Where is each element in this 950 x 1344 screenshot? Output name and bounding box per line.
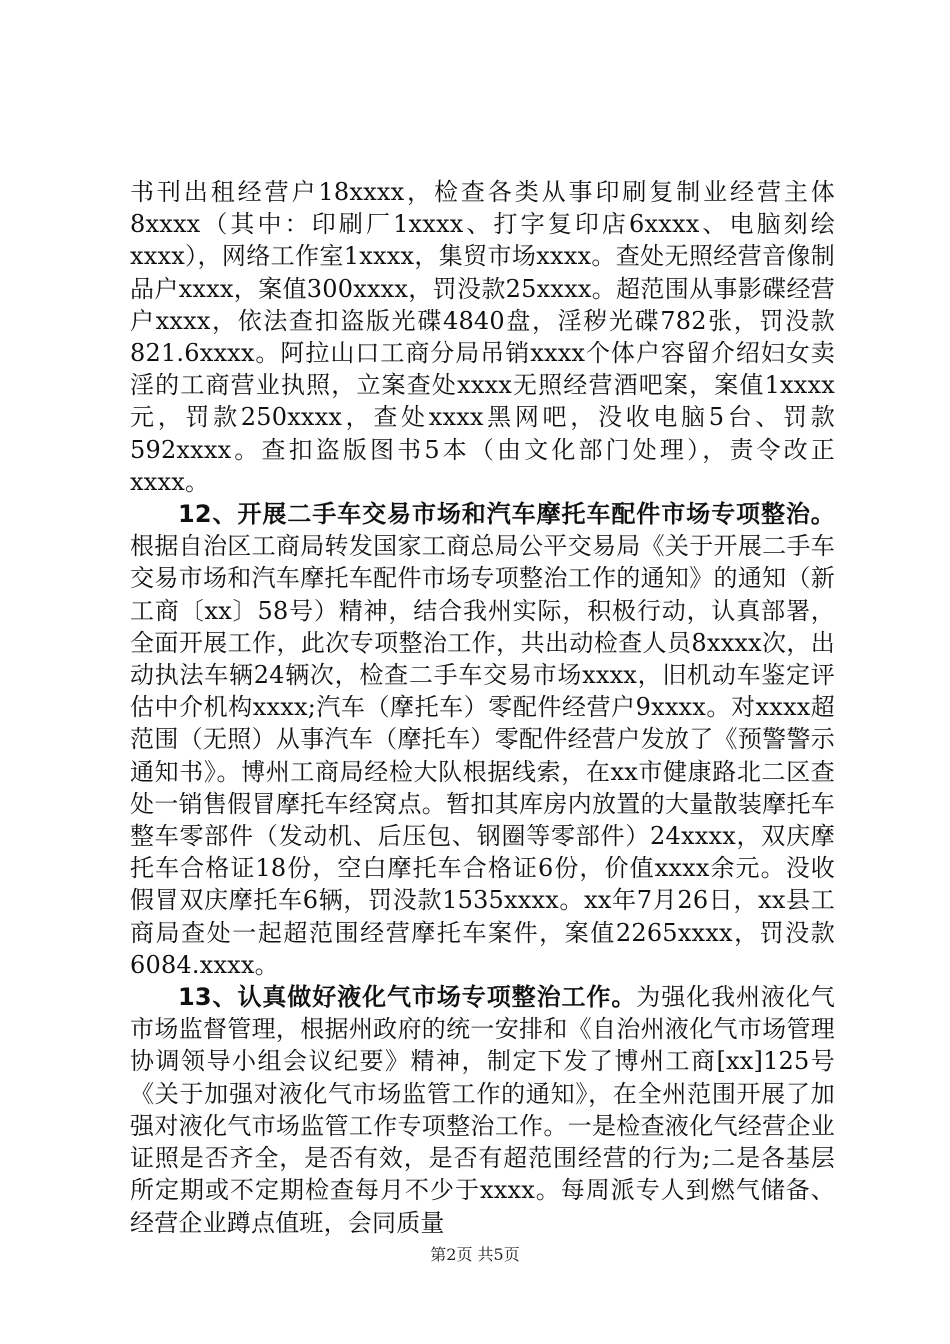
document-body (130, 176, 835, 1239)
paragraph-continued: 书刊出租经营户18xxxx，检查各类从事印刷复制业经营主体8xxxx（其中：印刷厂1xxxx、打字复印店6xxxx、电脑刻绘xxxx），网络工作室1xxxx，集贸市场xxxx。查处无照经营音像制品户xxxx，案值300xxxx，罚没款25xxxx。超范围从事影碟经营户xxxx，依法查扣盗版光碟4840盘，淫秽光碟782张，罚没款821.6xxxx。阿拉山口工商分局吊销xxxx个体户容留介绍妇女卖淫的工商营业执照，立案查处xxxx无照经营酒吧案，案值1xxxx元，罚款250xxxx，查处xxxx黑网吧，没收电脑5台、罚款592xxxx。查扣盗版图书5本（由文化部门处理），责令改正xxxx。 (130, 178, 835, 496)
section-12-body: 根据自治区工商局转发国家工商总局公平交易局《关于开展二手车交易市场和汽车摩托车配件市场专项整治工作的通知》的通知（新工商〔xx〕58号）精神，结合我州实际，积极行动，认真部署，全面开展工作，此次专项整治工作，共出动检查人员8xxxx次，出动执法车辆24辆次，检查二手车交易市场xxxx，旧机动车鉴定评估中介机构xxxx;汽车（摩托车）零配件经营户9xxxx。对xxxx超范围（无照）从事汽车（摩托车）零配件经营户发放了《预警警示通知书》。博州工商局经检大队根据线索，在xx市健康路北二区查处一销售假冒摩托车经窝点。暂扣其库房内放置的大量散装摩托车整车零部件（发动机、后压包、钢圈等零部件）24xxxx，双庆摩托车合格证18份，空白摩托车合格证6份，价值xxxx余元。没收假冒双庆摩托车6辆，罚没款1535xxxx。xx年7月26日，xx县工商局查处一起超范围经营摩托车案件，案值2265xxxx，罚没款6084.xxxx。 (130, 532, 835, 979)
page-footer: 第2页 共5页 (430, 1245, 520, 1264)
section-12 (130, 498, 835, 981)
section-13 (130, 981, 835, 1239)
section-13-heading: 13、认真做好液化气市场专项整治工作。 (178, 983, 637, 1012)
section-12-heading: 12、开展二手车交易市场和汽车摩托车配件市场专项整治。 (178, 500, 835, 529)
section-13-body: 为强化我州液化气市场监督管理，根据州政府的统一安排和《自治州液化气市场管理协调领导小组会议纪要》精神，制定下发了博州工商[xx]125号《关于加强对液化气市场监管工作的通知》，在全州范围开展了加强对液化气市场监管工作专项整治工作。一是检查液化气经营企业证照是否齐全，是否有效，是否有超范围经营的行为;二是各基层所定期或不定期检查每月不少于xxxx。每周派专人到燃气储备、经营企业蹲点值班，会同质量 (130, 983, 835, 1237)
